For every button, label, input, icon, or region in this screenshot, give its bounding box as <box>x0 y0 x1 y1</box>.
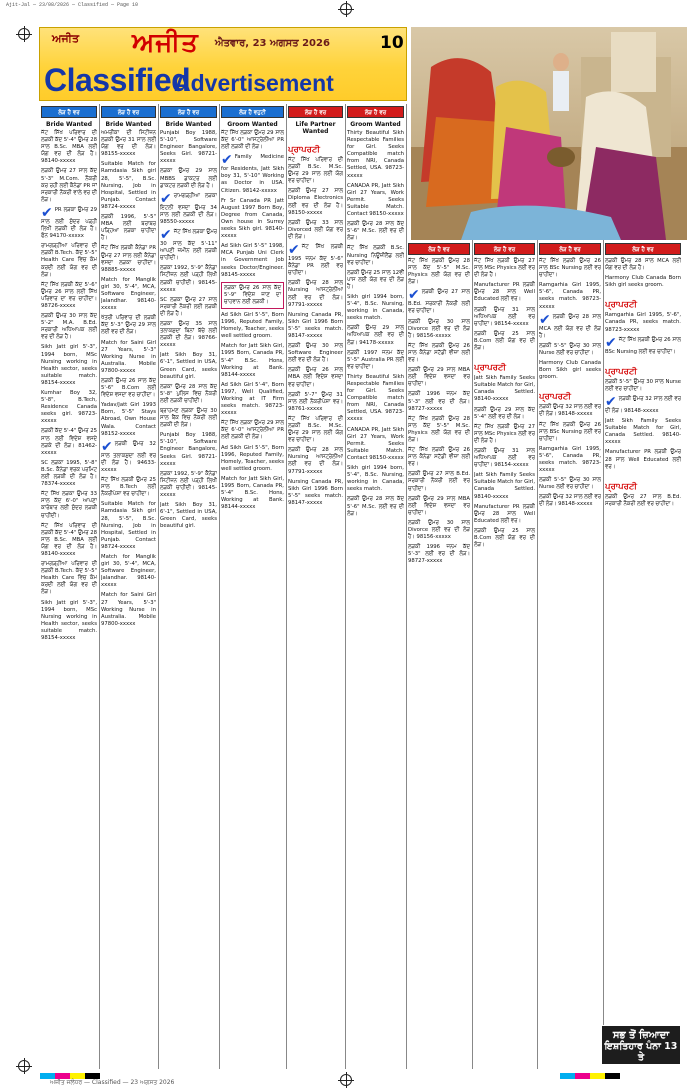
column-subheader: Life Partner Wanted <box>295 121 336 135</box>
classified-ad: Suitable Match for Ramdasia Sikh girl 28, 5'-5", B.Sc. Nursing, Job in Hospital, Settled in Punjab. Contact 98724-xxxxx <box>101 161 156 210</box>
classified-ad: Harmony Club Canada Born Sikh girl seeks groom. <box>605 275 681 289</box>
classified-ad: Sikh Jatt girl 5'-3", 1994 born, MSc Nursing working in Health sector, seeks suitable match. 98154-xxxxx <box>41 599 97 641</box>
classified-ad: ✔ ਜੱਟ ਸਿੱਖ ਲੜਕੀ 1995 ਜਨਮ ਕੱਦ 5'-6" ਕੈਨੇਡਾ PR ਲਈ ਵਰ ਚਾਹੀਦਾ। <box>288 242 343 277</box>
classified-ad: ਜੱਟ ਸਿੱਖ ਲੜਕੀ ਉਮਰ 26 ਸਾਲ ਕੈਨੇਡਾ ਸਟੱਡੀ ਵੀਜ਼ਾ ਲਈ ਵਰ। <box>408 342 470 364</box>
classified-ad: ਜੱਟ ਸਿੱਖ ਲੜਕੀ ਉਮਰ 26 ਸਾਲ BSc Nursing ਲਈ ਵਰ ਚਾਹੀਦਾ। <box>539 258 601 279</box>
classified-ad: Sikh girl 1994 born, 5'-4", B.Sc. Nursing, working in Canada, seeks match. <box>347 293 404 322</box>
classified-ad: ਜੱਟ ਸਿੱਖ ਲੜਕਾ ਉਮਰ 29 ਸਾਲ ਕੱਦ 6'-0" ਆਸਟ੍ਰੇਲੀਆ PR ਲਈ ਲੜਕੀ ਦੀ ਲੋੜ। <box>221 130 284 151</box>
classified-ad: ਲੜਕੀ 1996 ਜਨਮ ਕੱਦ 5'-3" ਲਈ ਵਰ ਦੀ ਲੋੜ। 98727-xxxxx <box>408 544 470 565</box>
column-subheader: Groom Wanted <box>227 121 278 128</box>
classified-ad: SC ਲੜਕਾ ਉਮਰ 27 ਸਾਲ ਸਰਕਾਰੀ ਨੌਕਰੀ ਲਈ ਲੜਕੀ ਦੀ ਲੋੜ ਹੈ। <box>160 296 217 317</box>
classified-ad: Sikh girl 1994 born, 5'-4", B.Sc. Nursing, working in Canada, seeks match. <box>347 465 404 493</box>
classified-ad: ✔ ਰਾਮਗੜ੍ਹੀਆ ਲੜਕਾ ਇਟਲੀ ਵਸਦਾ ਉਮਰ 34 ਸਾਲ ਲਈ ਲੜਕੀ ਦੀ ਲੋੜ। 98550-xxxxx <box>160 190 217 225</box>
classified-ad: ✔ Family Medicine for Residents, Jatt Sikh boy 31, 5'-10" Working as Doctor in USA. Citizen. 98142-xxxxx <box>221 152 284 194</box>
classified-ad: ✔ ਜੱਟ ਸਿੱਖ ਲੜਕਾ ਉਮਰ 30 ਸਾਲ ਕੱਦ 5'-11" ਆਪਣੀ ਜ਼ਮੀਨ ਲਈ ਲੜਕੀ ਚਾਹੀਦੀ। <box>160 227 217 262</box>
painting-illustration <box>411 27 687 240</box>
classified-ad: Fr Sr Canada PR Jatt August 1997 Born Boy, Degree from Canada, Own house in Surrey seeks Sikh girl. 98140-xxxxx <box>221 197 284 240</box>
registration-mark-top <box>340 3 352 15</box>
classified-ad: ਲੜਕੀ ਉਮਰ 27 ਸਾਲ B.Ed. ਸਰਕਾਰੀ ਨੌਕਰੀ ਲਈ ਵਰ ਚਾਹੀਦਾ। <box>605 493 681 507</box>
registration-mark-top-left <box>18 28 30 40</box>
column-header: ਲੋੜ ਹੈ ਵਹੁਟੀ <box>221 106 284 118</box>
classified-ad: ਜੱਟ ਸਿੱਖ ਲੜਕੀ ਉਮਰ 26 ਸਾਲ ਕੈਨੇਡਾ ਸਟੱਡੀ ਵੀਜ਼ਾ ਲਈ ਵਰ। <box>408 447 470 468</box>
classified-ad: Jatt Sikh Family Seeks Suitable Match for Girl, Canada Settled. 98140-xxxxx <box>474 472 535 500</box>
classified-ad: Yadav/Jatt Girl 1993 Born, 5'-5" Stays Abroad, Own House Wala. Contact 98152-xxxxx <box>101 402 156 437</box>
tick-mark-icon: ✔ <box>408 287 420 304</box>
classified-ad: Match for Saini Girl 27 Years, 5'-3" Working Nurse in Australia. Mobile 97800-xxxxx <box>101 592 156 627</box>
classified-ad: Jatt Sikh Family Seeks Suitable Match for Girl, Canada Settled. 98140-xxxxx <box>474 375 535 403</box>
section-title-advertisement: Advertisement <box>174 70 334 96</box>
classified-ad: ਲੜਕੀ 5'-5" ਉਮਰ 30 ਸਾਲ Nurse ਲਈ ਵਰ ਚਾਹੀਦਾ। <box>605 378 681 392</box>
classified-ad: ਲੜਕੀ 5'-5" ਉਮਰ 30 ਸਾਲ Nurse ਲਈ ਵਰ ਚਾਹੀਦਾ। <box>539 342 601 356</box>
tick-mark-icon: ✔ <box>101 438 113 455</box>
more-ads-notice <box>602 1026 680 1064</box>
property-logo-tag: ਪ੍ਰਾਪਰਟੀ <box>605 300 637 311</box>
column-9 <box>539 243 601 1069</box>
column-header: ਲੋੜ ਹੈ ਵਰ <box>41 106 97 118</box>
classified-ad: ਲੜਕੀ ਉਮਰ 28 ਸਾਲ ਕੱਦ 5'-6" M.Sc. ਲਈ ਵਰ ਦੀ ਲੋੜ। <box>347 221 404 242</box>
column-1 <box>41 106 97 1069</box>
classified-ad: ਜੱਟ ਸਿੱਖ ਲੜਕੀ ਕੈਨੇਡਾ PR ਉਮਰ 27 ਸਾਲ ਲਈ ਕੈਨੇਡਾ ਵਸਦਾ ਲੜਕਾ ਚਾਹੀਦਾ। 98885-xxxxx <box>101 245 156 273</box>
column-header: ਲੋੜ ਹੈ ਵਰ <box>288 106 343 118</box>
tick-mark-icon: ✔ <box>160 227 172 244</box>
classified-ad: ਲੜਕਾ ਉਮਰ 29 ਸਾਲ MBBS ਡਾਕਟਰ ਲਈ ਡਾਕਟਰ ਲੜਕੀ ਦੀ ਲੋੜ ਹੈ। <box>160 168 217 189</box>
classified-ad: ਲੜਕੀ ਉਮਰ 30 ਸਾਲ ਕੱਦ 5'-2" M.A. B.Ed. ਸਰਕਾਰੀ ਅਧਿਆਪਕ ਲਈ ਵਰ ਦੀ ਲੋੜ ਹੈ। <box>41 313 97 341</box>
page-number: 10 <box>380 33 404 53</box>
classified-ad: ✔ ਲੜਕੀ ਉਮਰ 27 ਸਾਲ B.Ed. ਸਰਕਾਰੀ ਨੌਕਰੀ ਲਈ ਵਰ ਚਾਹੀਦਾ। <box>408 287 470 315</box>
classified-ad: ਲੜਕੀ ਉਮਰ 30 ਸਾਲ Software Engineer ਲਈ ਵਰ ਦੀ ਲੋੜ ਹੈ। <box>288 343 343 364</box>
brand-small: ਅਜੀਤ <box>52 32 79 45</box>
classified-ad: ✔ ਲੜਕੀ ਉਮਰ 32 ਸਾਲ ਤਲਾਕਸ਼ੁਦਾ ਲਈ ਵਰ ਦੀ ਲੋੜ ਹੈ। 94633-xxxxx <box>101 438 156 473</box>
column-10 <box>605 243 681 1023</box>
column-header: ਲੋੜ ਹੈ ਵਰ <box>605 243 681 255</box>
classified-ad: ਲੜਕੀ ਉਮਰ 30 ਸਾਲ Divorce ਲਈ ਵਰ ਦੀ ਲੋੜ ਹੈ। 98156-xxxxx <box>408 318 470 339</box>
classified-ad: ਰਾਮਗੜ੍ਹੀਆ ਪਰਿਵਾਰ ਦੀ ਲੜਕੀ B.Tech. ਕੱਦ 5'-5" Health Care ਵਿਚ ਕੰਮ ਕਰਦੀ ਲਈ ਯੋਗ ਵਰ ਦੀ ਲੋੜ। <box>41 561 97 596</box>
column-3 <box>160 106 217 1069</box>
classified-ad: ਲੜਕਾ ਉਮਰ 28 ਸਾਲ ਕੱਦ 5'-8" ਪੁਲਿਸ ਵਿਚ ਨੌਕਰੀ ਲਈ ਲੜਕੀ ਚਾਹੀਦੀ। <box>160 383 217 404</box>
classified-ad: ਲੜਕੀ ਉਮਰ 28 ਸਾਲ MCA ਲਈ ਯੋਗ ਵਰ ਦੀ ਲੋੜ ਹੈ। <box>605 258 681 272</box>
notice-line-1: ਸਭ ਤੋਂ ਜ਼ਿਆਦਾ <box>612 1030 670 1041</box>
column-header: ਲੋੜ ਹੈ ਵਰ <box>408 243 470 255</box>
classified-ad: ਲੜਕੀ 1996 ਜਨਮ ਕੱਦ 5'-3" ਲਈ ਵਰ ਦੀ ਲੋੜ। 98727-xxxxx <box>408 391 470 412</box>
registration-mark-bottom <box>340 1074 352 1086</box>
classified-ad: ਜੱਟ ਸਿੱਖ ਲੜਕੀ ਉਮਰ 25 ਸਾਲ B.Tech ਲਈ ਨੌਕਰੀਪੇਸ਼ਾ ਵਰ ਚਾਹੀਦਾ। <box>101 477 156 498</box>
column-8 <box>474 243 535 1069</box>
classified-ad: ✔ ਲੜਕੀ ਉਮਰ 32 ਸਾਲ ਲਈ ਵਰ ਦੀ ਲੋੜ। 98148-xxxxx <box>605 393 681 414</box>
tick-mark-icon: ✔ <box>288 242 300 259</box>
classified-ad: ਜੱਟ ਸਿੱਖ ਪਰਿਵਾਰ ਦੀ ਲੜਕੀ ਕੱਦ 5'-4" ਉਮਰ 28 ਸਾਲ B.Sc. MBA ਲਈ ਯੋਗ ਵਰ ਦੀ ਲੋੜ ਹੈ। 98140-xxxxx <box>41 130 97 165</box>
column-subheader: Bride Wanted <box>165 121 212 128</box>
classified-ad: ਲੜਕੀ ਉਮਰ 25 ਸਾਲ B.Com ਲਈ ਯੋਗ ਵਰ ਦੀ ਲੋੜ। <box>474 330 535 352</box>
column-header: ਲੋੜ ਹੈ ਵਰ <box>101 106 156 118</box>
column-header: ਲੋੜ ਹੈ ਵਰ <box>539 243 601 255</box>
classified-ad: ਲੜਕੀ ਉਮਰ 27 ਸਾਲ ਕੱਦ 5'-3" M.Com. ਨੌਕਰੀ ਕਰ ਰਹੀ ਲਈ ਕੈਨੇਡਾ PR ਜਾਂ ਸਰਕਾਰੀ ਨੌਕਰੀ ਵਾਲੇ ਵਰ ਦੀ ਲੋੜ। <box>41 168 97 203</box>
classified-ad: ਜੱਟ ਸਿੱਖ ਲੜਕਾ ਉਮਰ 33 ਸਾਲ ਕੱਦ 6'-0" ਆਪਣਾ ਕਾਰੋਬਾਰ ਲਈ ਸੁੰਦਰ ਲੜਕੀ ਚਾਹੀਦੀ। <box>41 491 97 519</box>
classified-ad: Match for Manglik girl 30, 5'-4", MCA, Software Engineer, Jalandhar. 98140-xxxxx <box>101 276 156 312</box>
classified-ad: ਜੱਟ ਸਿੱਖ ਪਰਿਵਾਰ ਦੀ ਲੜਕੀ B.Sc. M.Sc. ਉਮਰ 29 ਸਾਲ ਲਈ ਯੋਗ ਵਰ ਚਾਹੀਦਾ। <box>288 415 343 444</box>
classified-ad: ਜੱਟ ਸਿੱਖ ਲੜਕਾ ਉਮਰ 29 ਸਾਲ ਕੱਦ 6'-0" ਆਸਟ੍ਰੇਲੀਆ PR ਲਈ ਲੜਕੀ ਦੀ ਲੋੜ। <box>221 420 284 441</box>
classified-ad: ਲੜਕੀ 1997 ਜਨਮ ਕੱਦ 5'-5" Australia PR ਲਈ ਵਰ ਚਾਹੀਦਾ। <box>347 349 404 370</box>
classified-ad: ਲੜਕੀ ਉਮਰ 28 ਸਾਲ ਕੱਦ 5'-6" M.Sc. ਲਈ ਵਰ ਦੀ ਲੋੜ। <box>347 496 404 517</box>
classified-ad: Kumhar Boy 32, 5'-8", B.Tech, Residence Canada seeks girl. 98723-xxxxx <box>41 390 97 425</box>
classified-ad: ✔ PR ਲੜਕਾ ਉਮਰ 29 ਸਾਲ ਲਈ ਸੁੰਦਰ ਪੜ੍ਹੀ ਲਿਖੀ ਲੜਕੀ ਦੀ ਲੋੜ ਹੈ। ਫੋਨ 94170-xxxxx <box>41 204 97 240</box>
tick-mark-icon: ✔ <box>539 311 551 328</box>
classified-ad: ਲੜਕੀ ਉਮਰ 27 ਸਾਲ B.Ed. ਸਰਕਾਰੀ ਨੌਕਰੀ ਲਈ ਵਰ ਚਾਹੀਦਾ। <box>408 471 470 492</box>
classified-ad: Ramgarhia Girl 1995, 5'-6", Canada PR, seeks match. 98723-xxxxx <box>539 445 601 474</box>
classified-ad: ਲੜਕਾ 1992, 5'-9" ਕੈਨੇਡਾ ਸਿਟੀਜ਼ਨ ਲਈ ਪੜ੍ਹੀ ਲਿਖੀ ਲੜਕੀ ਚਾਹੀਦੀ। 98145-xxxxx <box>160 470 217 499</box>
classified-ad: Match for Manglik girl 30, 5'-4", MCA, Software Engineer, Jalandhar. 98140-xxxxx <box>101 553 156 589</box>
classified-ad: ਜੱਟ ਸਿੱਖ ਲੜਕੀ ਉਮਰ 26 ਸਾਲ BSc Nursing ਲਈ ਵਰ ਚਾਹੀਦਾ। <box>539 421 601 442</box>
classified-ad: Ad Sikh Girl 5'-5" 1998, MCA Punjab Uni Clerk in Government Job seeks Doctor/Engineer. 98145-xxxxx <box>221 243 284 278</box>
classified-ad: Thirty Beautiful Sikh Respectable Families for Girl. Seeks Compatible match from NRI, Canada Settled, USA. 98723-xxxxx <box>347 373 404 423</box>
classified-ad: ਲੜਕੀ 5'-5" ਉਮਰ 30 ਸਾਲ Nurse ਲਈ ਵਰ ਚਾਹੀਦਾ। <box>539 477 601 491</box>
classified-ad: CANADA PR, Jatt Sikh Girl 27 Years, Work Permit. Seeks Suitable Match. Contact 98150-xxxxx <box>347 182 404 218</box>
classified-ad: ✔ ਜੱਟ ਸਿੱਖ ਲੜਕੀ ਉਮਰ 26 ਸਾਲ BSc Nursing ਲਈ ਵਰ ਚਾਹੀਦਾ। <box>605 334 681 355</box>
classified-ad: Thirty Beautiful Sikh Respectable Families for Girl. Seeks Compatible match from NRI, Canada Settled, USA. 98723-xxxxx <box>347 130 404 179</box>
classified-ad: Nursing Canada PR, Sikh Girl 1996 Born 5'-5" seeks match. 98147-xxxxx <box>288 478 343 506</box>
classified-ad: Nursing Canada PR, Sikh Girl 1996 Born 5'-5" seeks match. 98147-xxxxx <box>288 311 343 339</box>
classified-ad: Manufacturer PR ਲੜਕੀ ਉਮਰ 28 ਸਾਲ Well Educated ਲਈ ਵਰ। <box>474 503 535 524</box>
classified-ad: Ad Sikh Girl 5'-5", Born 1996, Reputed Family, Homely, Teacher, seeks well settled groom. <box>221 311 284 340</box>
classified-ad: Jatt Sikh Boy 31, 6'-1", Settled in USA, Green Card, seeks beautiful girl. <box>160 352 217 380</box>
classified-ad: ਜੱਟ ਸਿੱਖ ਪਰਿਵਾਰ ਦੀ ਲੜਕੀ ਕੱਦ 5'-4" ਉਮਰ 28 ਸਾਲ B.Sc. MBA ਲਈ ਯੋਗ ਵਰ ਦੀ ਲੋੜ ਹੈ। 98140-xxxxx <box>41 522 97 557</box>
tick-mark-icon: ✔ <box>605 334 617 351</box>
classified-ad: ਲੜਕਾ 1992, 5'-9" ਕੈਨੇਡਾ ਸਿਟੀਜ਼ਨ ਲਈ ਪੜ੍ਹੀ ਲਿਖੀ ਲੜਕੀ ਚਾਹੀਦੀ। 98145-xxxxx <box>160 265 217 293</box>
classified-ad: ਲੜਕੀ ਉਮਰ 31 ਸਾਲ ਅਧਿਆਪਕ ਲਈ ਵਰ ਚਾਹੀਦਾ। 98154-xxxxx <box>474 306 535 327</box>
column-4 <box>221 106 284 1069</box>
print-color-bar <box>560 1073 620 1079</box>
property-logo-tag: ਪ੍ਰਾਪਰਟੀ <box>539 392 571 403</box>
issue-date: ਐਤਵਾਰ, 23 ਅਗਸਤ 2026 <box>215 38 330 49</box>
classified-ad: ਲੜਕੀ ਉਮਰ 25 ਸਾਲ B.Com ਲਈ ਯੋਗ ਵਰ ਦੀ ਲੋੜ। <box>474 527 535 549</box>
classified-ad: ਖੱਤਰੀ ਪਰਿਵਾਰ ਦੀ ਲੜਕੀ ਕੱਦ 5'-3" ਉਮਰ 29 ਸਾਲ ਲਈ ਵਰ ਦੀ ਲੋੜ। <box>101 315 156 336</box>
classified-ad: Ad Sikh Girl 5'-4", Born 1997, Well Qualified, Working at IT Firm seeks match. 98723-xxxxx <box>221 381 284 417</box>
classified-ad: Jatt Sikh Boy 31, 6'-1", Settled in USA, Green Card, seeks beautiful girl. <box>160 502 217 530</box>
classified-ad: ਜੱਟ ਸਿੱਖ ਪਰਿਵਾਰ ਦੀ ਲੜਕੀ B.Sc. M.Sc. ਉਮਰ 29 ਸਾਲ ਲਈ ਯੋਗ ਵਰ ਚਾਹੀਦਾ। <box>288 157 343 185</box>
property-logo-tag: ਪ੍ਰਾਪਰਟੀ <box>474 363 506 374</box>
column-header: ਲੋੜ ਹੈ ਵਰ <box>347 106 404 118</box>
classified-ad: Manufacturer PR ਲੜਕੀ ਉਮਰ 28 ਸਾਲ Well Educated ਲਈ ਵਰ। <box>474 282 535 303</box>
classified-ad: ਜੱਟ ਸਿੱਖ ਲੜਕੀ B.Sc. Nursing ਨਿਊਜ਼ੀਲੈਂਡ ਲਈ ਵਰ ਚਾਹੀਦਾ। <box>347 245 404 266</box>
classified-ad: Punjabi Boy 1988, 5'-10", Software Engineer Bangalore, Seeks Girl. 98721-xxxxx <box>160 130 217 165</box>
classified-ad: Match for Saini Girl 27 Years, 5'-3" Working Nurse in Australia. Mobile 97800-xxxxx <box>101 339 156 374</box>
classified-ad: ਲੜਕੀ 1996, 5'-5" MBA ਲਈ ਬਰਾਬਰ ਪੜ੍ਹਿਆ ਲੜਕਾ ਚਾਹੀਦਾ ਹੈ। <box>101 214 156 242</box>
classified-ad: ਲੜਕੀ ਉਮਰ 32 ਸਾਲ ਲਈ ਵਰ ਦੀ ਲੋੜ। 98148-xxxxx <box>539 494 601 508</box>
classified-ad: Ad Sikh Girl 5'-5", Born 1996, Reputed Family, Homely, Teacher, seeks well settled groom. <box>221 444 284 472</box>
column-7 <box>408 243 470 1069</box>
column-6 <box>347 106 404 1069</box>
classified-ad: ਲੜਕੀ 5'-7" ਉਮਰ 31 ਸਾਲ ਲਈ ਨੌਕਰੀਪੇਸ਼ਾ ਵਰ। 98761-xxxxx <box>288 391 343 412</box>
classified-ad: Ramgarhia Girl 1995, 5'-6", Canada PR, seeks match. 98723-xxxxx <box>605 312 681 333</box>
classified-ad: ਲੜਕੀ ਉਮਰ 28 ਸਾਲ Nursing ਆਸਟ੍ਰੇਲੀਆ ਲਈ ਵਰ ਦੀ ਲੋੜ। 97791-xxxxx <box>288 280 343 308</box>
column-5 <box>288 106 343 1069</box>
classified-ad: ਲੜਕੀ ਕੱਦ 5'-4" ਉਮਰ 25 ਸਾਲ ਲਈ ਵਿਦੇਸ਼ ਵਸਦੇ ਲੜਕੇ ਦੀ ਲੋੜ। 81462-xxxxx <box>41 428 97 456</box>
classified-ad: ਜੱਟ ਸਿੱਖ ਲੜਕੀ ਉਮਰ 27 ਸਾਲ MSc Physics ਲਈ ਵਰ ਦੀ ਲੋੜ ਹੈ। <box>474 423 535 444</box>
classified-ad: Punjabi Boy 1988, 5'-10", Software Engineer Bangalore, Seeks Girl. 98721-xxxxx <box>160 432 217 467</box>
masthead <box>39 27 407 101</box>
classified-ad: ਲੜਕਾ ਉਮਰ 35 ਸਾਲ ਤਲਾਕਸ਼ੁਦਾ ਬਿਨਾਂ ਬੱਚੇ ਲਈ ਲੜਕੀ ਦੀ ਲੋੜ। 98766-xxxxx <box>160 320 217 349</box>
footer-slug: ਅਜੀਤ ਜਲੰਧਰ — Classified — 23 ਅਗਸਤ 2026 <box>50 1079 175 1086</box>
classified-ad: Jatt Sikh Family Seeks Suitable Match for Girl, Canada Settled. 98140-xxxxx <box>605 418 681 446</box>
classified-ad: ਲੜਕੀ ਉਮਰ 29 ਸਾਲ ਅਧਿਆਪਕ ਲਈ ਵਰ ਦੀ ਲੋੜ। 94178-xxxxx <box>347 325 404 346</box>
classified-ad: ਲੜਕੀ ਉਮਰ 29 ਸਾਲ ਕੱਦ 5'-4" ਲਈ ਵਰ ਦੀ ਲੋੜ। <box>474 406 535 420</box>
column-header: ਲੋੜ ਹੈ ਵਰ <box>160 106 217 118</box>
tick-mark-icon: ✔ <box>41 204 53 221</box>
classified-ad: ਜੱਟ ਸਿੱਖ ਲੜਕੀ ਉਮਰ 28 ਸਾਲ ਕੱਦ 5'-5" M.Sc. Physics ਲਈ ਯੋਗ ਵਰ ਦੀ ਲੋੜ। <box>408 258 470 286</box>
classified-ad: ਜੱਟ ਸਿੱਖ ਲੜਕੀ ਉਮਰ 28 ਸਾਲ ਕੱਦ 5'-5" M.Sc. Physics ਲਈ ਯੋਗ ਵਰ ਦੀ ਲੋੜ। <box>408 415 470 443</box>
classified-ad: ਲੜਕੀ ਉਮਰ 27 ਸਾਲ Diploma Electronics ਲਈ ਵਰ ਦੀ ਲੋੜ ਹੈ। 98150-xxxxx <box>288 188 343 216</box>
property-logo-tag: ਪ੍ਰਾਪਰਟੀ <box>288 145 320 155</box>
classified-ad: ਲੜਕੀ ਉਮਰ 30 ਸਾਲ Divorce ਲਈ ਵਰ ਦੀ ਲੋੜ ਹੈ। 98156-xxxxx <box>408 519 470 541</box>
classified-ad: ਲੜਕੀ ਉਮਰ 26 ਸਾਲ ਕੱਦ 5'-6" B.Com ਲਈ ਵਿਦੇਸ਼ ਵਸਦਾ ਵਰ ਚਾਹੀਦਾ। <box>101 378 156 399</box>
column-2 <box>101 106 156 1069</box>
classified-ad: ਬ੍ਰਾਹਮਣ ਲੜਕਾ ਉਮਰ 30 ਸਾਲ ਬੈਂਕ ਵਿਚ ਨੌਕਰੀ ਲਈ ਲੜਕੀ ਦੀ ਲੋੜ। <box>160 408 217 429</box>
column-subheader: Bride Wanted <box>46 121 92 128</box>
classified-ad: ਜੱਟ ਸਿੱਖ ਲੜਕੀ ਕੱਦ 5'-6" ਉਮਰ 26 ਸਾਲ ਲਈ ਸਿੱਖ ਪਰਿਵਾਰ ਦਾ ਵਰ ਚਾਹੀਦਾ। 98726-xxxxx <box>41 281 97 309</box>
classified-ad: ਅਮਰੀਕਾ ਦੀ ਸਿਟੀਜ਼ਨ ਲੜਕੀ ਉਮਰ 31 ਸਾਲ ਲਈ ਯੋਗ ਵਰ ਦੀ ਲੋੜ। 98155-xxxxx <box>101 130 156 158</box>
classified-ad: ਲੜਕੀ ਉਮਰ 31 ਸਾਲ ਅਧਿਆਪਕ ਲਈ ਵਰ ਚਾਹੀਦਾ। 98154-xxxxx <box>474 447 535 469</box>
classified-ad: ਲੜਕੀ ਉਮਰ 29 ਸਾਲ MBA ਲਈ ਵਿਦੇਸ਼ ਵਸਦਾ ਵਰ ਚਾਹੀਦਾ। <box>408 367 470 388</box>
property-logo-tag: ਪ੍ਰਾਪਰਟੀ <box>605 481 637 492</box>
classified-ad: ਲੜਕੀ ਉਮਰ 26 ਸਾਲ MBA ਲਈ ਵਿਦੇਸ਼ ਵਸਦਾ ਵਰ ਚਾਹੀਦਾ। <box>288 367 343 388</box>
classified-ad: ਲੜਕੀ ਉਮਰ 25 ਸਾਲ 12ਵੀਂ ਪਾਸ ਲਈ ਯੋਗ ਵਰ ਦੀ ਲੋੜ ਹੈ। <box>347 269 404 290</box>
classified-ad: ਜੱਟ ਸਿੱਖ ਲੜਕੀ ਉਮਰ 27 ਸਾਲ MSc Physics ਲਈ ਵਰ ਦੀ ਲੋੜ ਹੈ। <box>474 258 535 279</box>
classified-ad: Sikh Jatt girl 5'-3", 1994 born, MSc Nursing working in Health sector, seeks suitable match. 98154-xxxxx <box>41 344 97 386</box>
column-header: ਲੋੜ ਹੈ ਵਰ <box>474 243 535 255</box>
tick-mark-icon: ✔ <box>160 190 172 207</box>
property-logo-tag: ਪ੍ਰਾਪਰਟੀ <box>605 366 637 377</box>
column-subheader: Bride Wanted <box>105 121 152 128</box>
tick-mark-icon: ✔ <box>605 393 617 410</box>
classified-ad: Manufacturer PR ਲੜਕੀ ਉਮਰ 28 ਸਾਲ Well Educated ਲਈ ਵਰ। <box>605 449 681 470</box>
column-subheader: Groom Wanted <box>350 121 401 128</box>
classified-ad: CANADA PR, Jatt Sikh Girl 27 Years, Work Permit. Seeks Suitable Match. Contact 98150-xxxxx <box>347 426 404 461</box>
brand-logo: ਅਜੀਤ <box>132 28 199 58</box>
classified-ad: ਲੜਕੀ ਉਮਰ 29 ਸਾਲ MBA ਲਈ ਵਿਦੇਸ਼ ਵਸਦਾ ਵਰ ਚਾਹੀਦਾ। <box>408 495 470 516</box>
classified-ad: Harmony Club Canada Born Sikh girl seeks groom. <box>539 360 601 381</box>
print-slug: Ajit-Jal — 23/08/2026 — Classified — Page 10 <box>6 2 139 8</box>
classified-ad: ਲੜਕੀ ਉਮਰ 33 ਸਾਲ Divorced ਲਈ ਯੋਗ ਵਰ ਦੀ ਲੋੜ। <box>288 219 343 240</box>
classified-ad: ਰਾਮਗੜ੍ਹੀਆ ਪਰਿਵਾਰ ਦੀ ਲੜਕੀ B.Tech. ਕੱਦ 5'-5" Health Care ਵਿਚ ਕੰਮ ਕਰਦੀ ਲਈ ਯੋਗ ਵਰ ਦੀ ਲੋੜ। <box>41 243 97 278</box>
classified-ad: Match for Jatt Sikh Girl, 1995 Born, Canada PR, 5'-4" B.Sc. Hons, Working at Bank. 98144-xxxxx <box>221 343 284 378</box>
boxed-classified-ad: ਲੜਕਾ ਉਮਰ 26 ਸਾਲ ਕੱਦ 5'-9" ਵਿਦੇਸ਼ ਜਾਣ ਦਾ ਚਾਹਵਾਨ ਲਈ ਲੜਕੀ। <box>221 282 284 309</box>
registration-mark-bottom-left <box>18 1060 30 1072</box>
classified-ad: SC ਲੜਕਾ 1995, 5'-8" B.Sc. ਕੈਨੇਡਾ ਵਰਕ ਪਰਮਿਟ ਲਈ ਲੜਕੀ ਦੀ ਲੋੜ ਹੈ। 78374-xxxxx <box>41 459 97 488</box>
classified-ad: ✔ ਲੜਕੀ ਉਮਰ 28 ਸਾਲ MCA ਲਈ ਯੋਗ ਵਰ ਦੀ ਲੋੜ ਹੈ। <box>539 311 601 339</box>
notice-line-2: ਇਸ਼ਤਿਹਾਰ ਪੰਨਾ 13 ਤੇ <box>604 1041 678 1063</box>
section-title-classified: Classified <box>44 62 191 98</box>
classified-ad: ਲੜਕੀ ਉਮਰ 28 ਸਾਲ Nursing ਆਸਟ੍ਰੇਲੀਆ ਲਈ ਵਰ ਦੀ ਲੋੜ। 97791-xxxxx <box>288 447 343 475</box>
classified-ad: Match for Jatt Sikh Girl, 1995 Born, Canada PR, 5'-4" B.Sc. Hons, Working at Bank. 98144-xxxxx <box>221 475 284 511</box>
tick-mark-icon: ✔ <box>221 152 233 169</box>
classified-ad: Suitable Match for Ramdasia Sikh girl 28, 5'-5", B.Sc. Nursing, Job in Hospital, Settled in Punjab. Contact 98724-xxxxx <box>101 501 156 550</box>
classified-ad: ਲੜਕੀ ਉਮਰ 32 ਸਾਲ ਲਈ ਵਰ ਦੀ ਲੋੜ। 98148-xxxxx <box>539 404 601 418</box>
classified-ad: Ramgarhia Girl 1995, 5'-6", Canada PR, seeks match. 98723-xxxxx <box>539 282 601 310</box>
